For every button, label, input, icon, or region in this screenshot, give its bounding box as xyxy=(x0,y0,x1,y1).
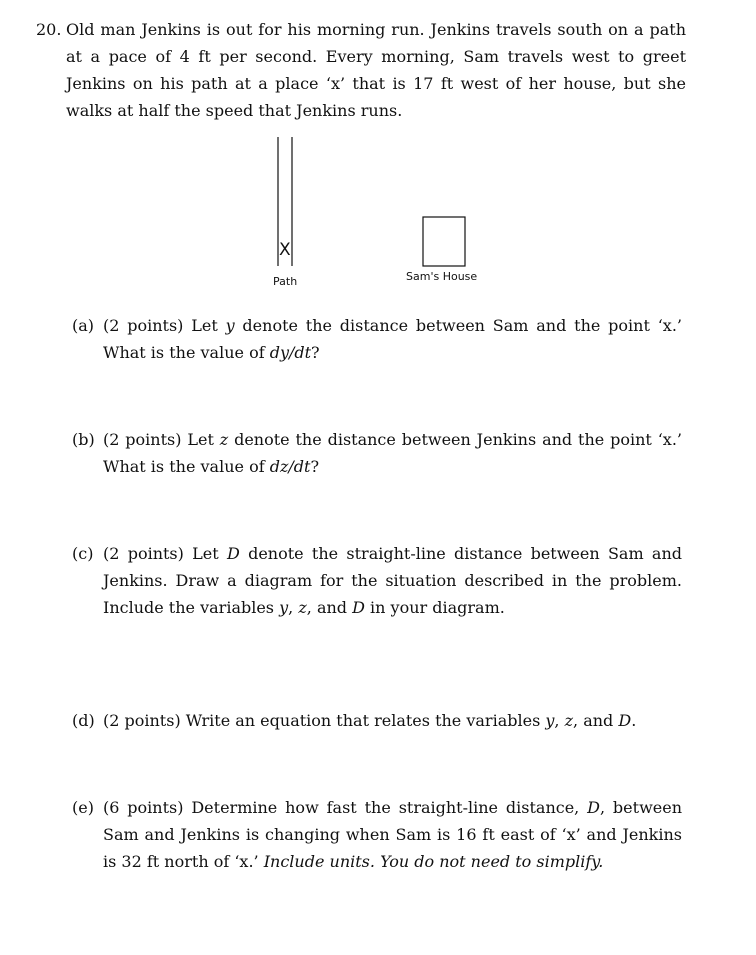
part-c-label: (c) xyxy=(72,544,94,563)
part-c xyxy=(72,540,682,621)
sams-house-box xyxy=(423,217,465,266)
part-b-text: (2 points) Let z denote the distance between Jenkins and the point ‘x.’ What is the value of dz/dt? xyxy=(103,430,683,476)
part-e xyxy=(72,794,682,875)
part-d-text: (2 points) Write an equation that relates the variables y, z, and D. xyxy=(103,711,637,730)
part-d-label: (d) xyxy=(72,711,95,730)
part-d xyxy=(72,707,682,734)
part-c-text: (2 points) Let D denote the straight-line distance between Sam and Jenkins. Draw a diagram for the situation described in the problem. Include the variables y, z, and D in your diagram. xyxy=(103,544,682,617)
part-a-text: (2 points) Let y denote the distance between Sam and the point ‘x.’ What is the value of dy/dt? xyxy=(103,316,682,362)
path-figure xyxy=(0,0,756,300)
problem-number: 20. xyxy=(36,20,62,39)
path-label: Path xyxy=(273,275,298,288)
figure-drawing xyxy=(0,0,756,300)
part-e-instructions: Include units. You do not need to simplify. xyxy=(263,852,604,871)
house-label: Sam's House xyxy=(406,270,478,283)
part-b xyxy=(72,426,682,480)
part-e-text: (6 points) Determine how fast the straight-line distance, D, between Sam and Jenkins is changing when Sam is 16 ft east of ‘x’ and Jenkins is 32 ft north of ‘x.’ Include units. You do not need to simplify. xyxy=(103,798,683,871)
problem-text: Old man Jenkins is out for his morning run. Jenkins travels south on a path at a pace of 4 ft per second. Every morning, Sam travels west to greet Jenkins on his path at a place ‘x’ that is 17 ft west of her house, but she walks at half the speed that Jenkins runs. xyxy=(66,20,686,120)
part-a-label: (a) xyxy=(72,316,95,335)
part-b-label: (b) xyxy=(72,430,95,449)
x-mark: X xyxy=(279,240,291,260)
part-e-label: (e) xyxy=(72,798,94,817)
part-a xyxy=(72,312,682,366)
